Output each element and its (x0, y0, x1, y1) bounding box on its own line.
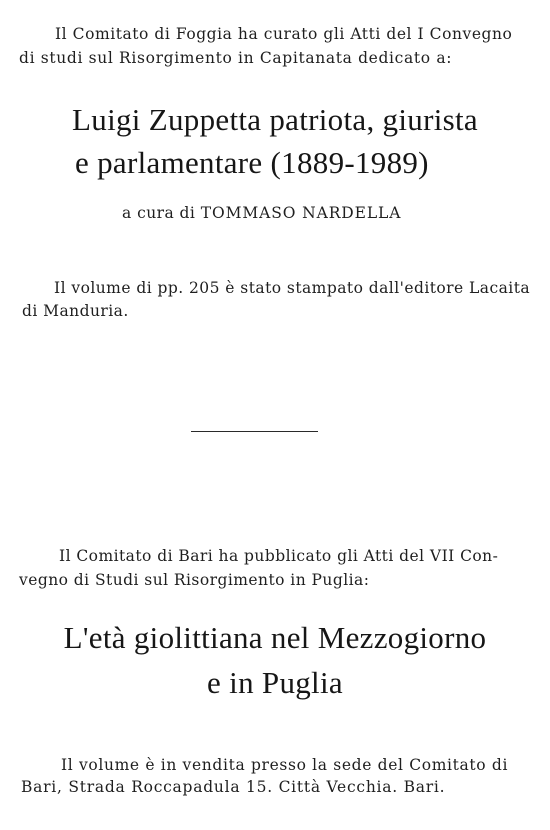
sale-line-2: Bari, Strada Roccapadula 15. Città Vecchia. Bari. (21, 778, 446, 796)
editor-prefix: a cura di (122, 204, 196, 222)
intro-line-2: di studi sul Risorgimento in Capitanata dedicato a: (19, 49, 453, 67)
sale-line-1: Il volume è in vendita presso la sede del Comitato di (61, 756, 509, 774)
book-title-line-2: e in Puglia (207, 665, 343, 700)
intro-line-2: vegno di Studi sul Risorgimento in Puglia: (19, 571, 370, 589)
editor-credit (122, 206, 401, 222)
section-divider (191, 431, 318, 432)
volume-line-1: Il volume di pp. 205 è stato stampato dall'editore Lacaita (54, 279, 531, 297)
volume-line-2: di Manduria. (22, 302, 129, 320)
editor-name: TOMMASO NARDELLA (200, 204, 402, 222)
intro-line-1: Il Comitato di Bari ha pubblicato gli Atti del VII Con- (59, 547, 499, 565)
book-title-line-1: L'età giolittiana nel Mezzogiorno (63, 620, 487, 655)
book-title-line-1: Luigi Zuppetta patriota, giurista (72, 102, 478, 137)
book-title-line-2: e parlamentare (1889-1989) (75, 145, 429, 180)
intro-line-1: Il Comitato di Foggia ha curato gli Atti del I Convegno (55, 25, 513, 43)
